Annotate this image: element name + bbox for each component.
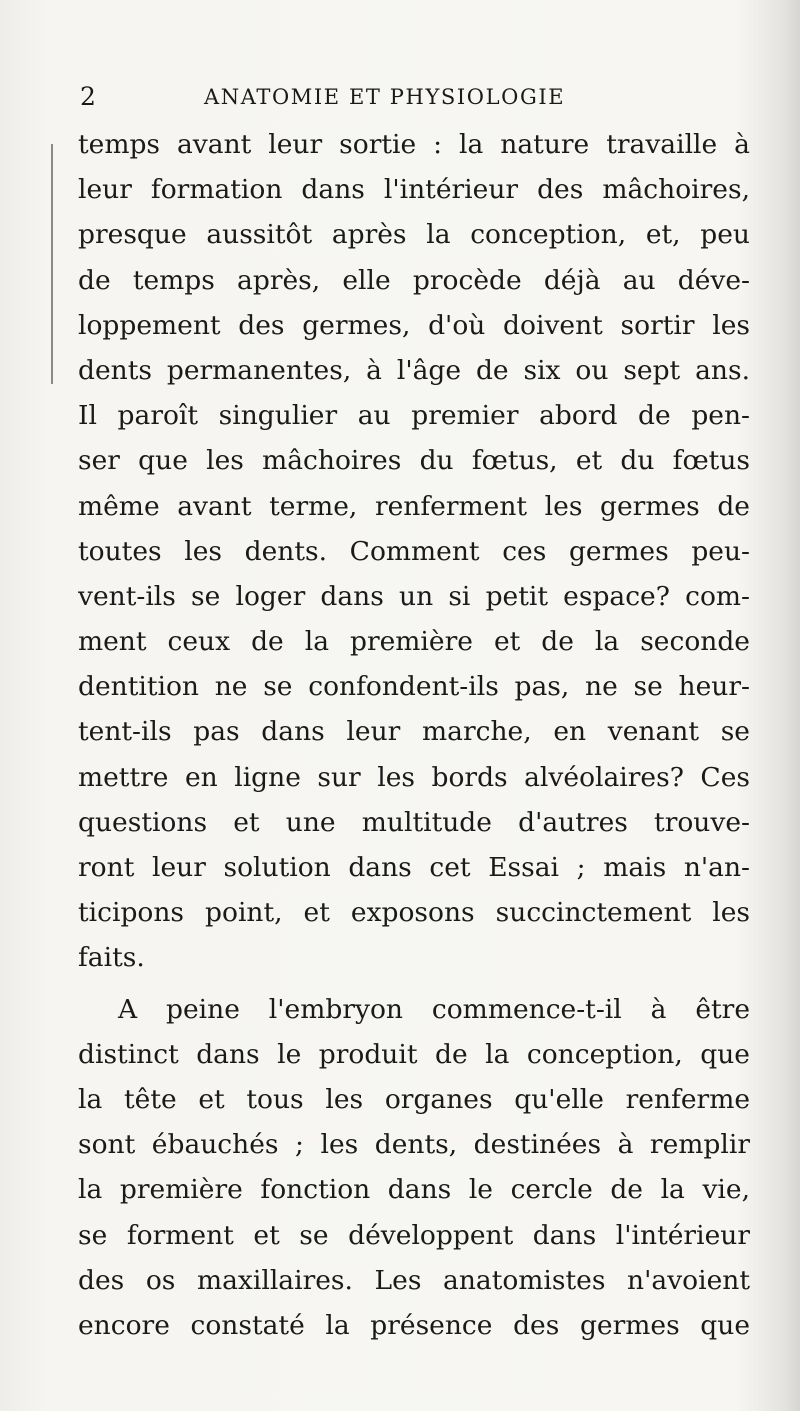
text-line: des os maxillaires. Les anatomistes n'avoient [78,1264,750,1296]
text-line: tent-ils pas dans leur marche, en venant se [78,716,750,748]
page-number: 2 [80,82,96,111]
text-line: encore constaté la présence des germes que [78,1309,750,1341]
text-line: la tête et tous les organes qu'elle renferme [78,1083,750,1115]
body-text [78,122,750,1348]
text-line: ser que les mâchoires du fœtus, et du fœtus [78,445,750,477]
text-line: questions et une multitude d'autres trouve- [78,806,750,838]
text-line: ticipons point, et exposons succinctement les [78,897,750,929]
running-head [80,80,760,114]
text-line: ment ceux de la première et de la seconde [78,626,750,658]
text-line: A peine l'embryon commence-t-il à être [118,993,750,1025]
text-line: Il paroît singulier au premier abord de pen- [78,400,750,432]
text-line: la première fonction dans le cercle de la vie, [78,1174,750,1206]
text-line: ront leur solution dans cet Essai ; mais n'an- [78,852,750,883]
text-line: mettre en ligne sur les bords alvéolaires? Ces [78,761,750,793]
running-title: ANATOMIE ET PHYSIOLOGIE [204,85,566,109]
text-line: distinct dans le produit de la conception, que [78,1038,750,1070]
text-line: presque aussitôt après la conception, et, peu [78,219,750,251]
text-line: toutes les dents. Comment ces germes peu- [78,535,750,567]
text-line: même avant terme, renferment les germes de [78,490,750,522]
text-line: loppement des germes, d'où doivent sortir les [78,309,750,341]
text-line: temps avant leur sortie : la nature travaille à [78,129,750,160]
text-line: dents permanentes, à l'âge de six ou sept ans. [78,354,750,386]
text-line: dentition ne se confondent-ils pas, ne se heur- [78,671,750,703]
text-line: se forment et se développent dans l'intérieur [78,1219,750,1251]
margin-line [51,144,53,384]
text-line: faits. [78,942,145,974]
text-line: leur formation dans l'intérieur des mâchoires, [78,174,750,206]
text-line: vent-ils se loger dans un si petit espace? com- [78,580,750,612]
text-line: de temps après, elle procède déjà au déve- [78,264,750,296]
text-line: sont ébauchés ; les dents, destinées à remplir [78,1129,750,1161]
